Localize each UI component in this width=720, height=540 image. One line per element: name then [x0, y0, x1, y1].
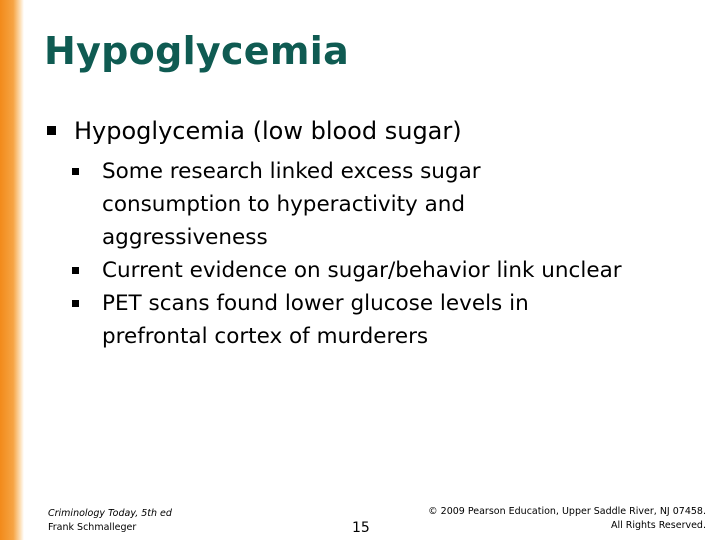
- slide-title: Hypoglycemia: [44, 29, 350, 73]
- subbullet-text: Some research linked excess sugar consumption to hyperactivity and aggressiveness: [102, 159, 481, 250]
- subbullet-item: [72, 155, 622, 254]
- subbullet-list: [44, 155, 684, 353]
- square-bullet-icon: [47, 126, 56, 135]
- bullet-item: [44, 112, 684, 150]
- bullet-text: Hypoglycemia (low blood sugar): [74, 117, 462, 145]
- left-accent-stripe: [0, 0, 24, 540]
- copyright-notice: [428, 505, 706, 533]
- copyright-line: All Rights Reserved.: [610, 520, 706, 531]
- square-bullet-icon: [72, 267, 79, 274]
- subbullet-item: [72, 287, 622, 353]
- slide-content: [44, 112, 684, 353]
- square-bullet-icon: [72, 168, 79, 175]
- page-number: 15: [352, 520, 370, 536]
- square-bullet-icon: [72, 300, 79, 307]
- subbullet-text: Current evidence on sugar/behavior link unclear: [102, 258, 622, 283]
- copyright-line: © 2009 Pearson Education, Upper Saddle River, NJ 07458.: [428, 506, 706, 517]
- footer-source: [48, 507, 172, 535]
- subbullet-text: PET scans found lower glucose levels in prefrontal cortex of murderers: [102, 291, 529, 349]
- book-title: Criminology Today, 5th ed: [48, 508, 172, 519]
- subbullet-item: [72, 254, 622, 287]
- author-name: Frank Schmalleger: [48, 522, 137, 533]
